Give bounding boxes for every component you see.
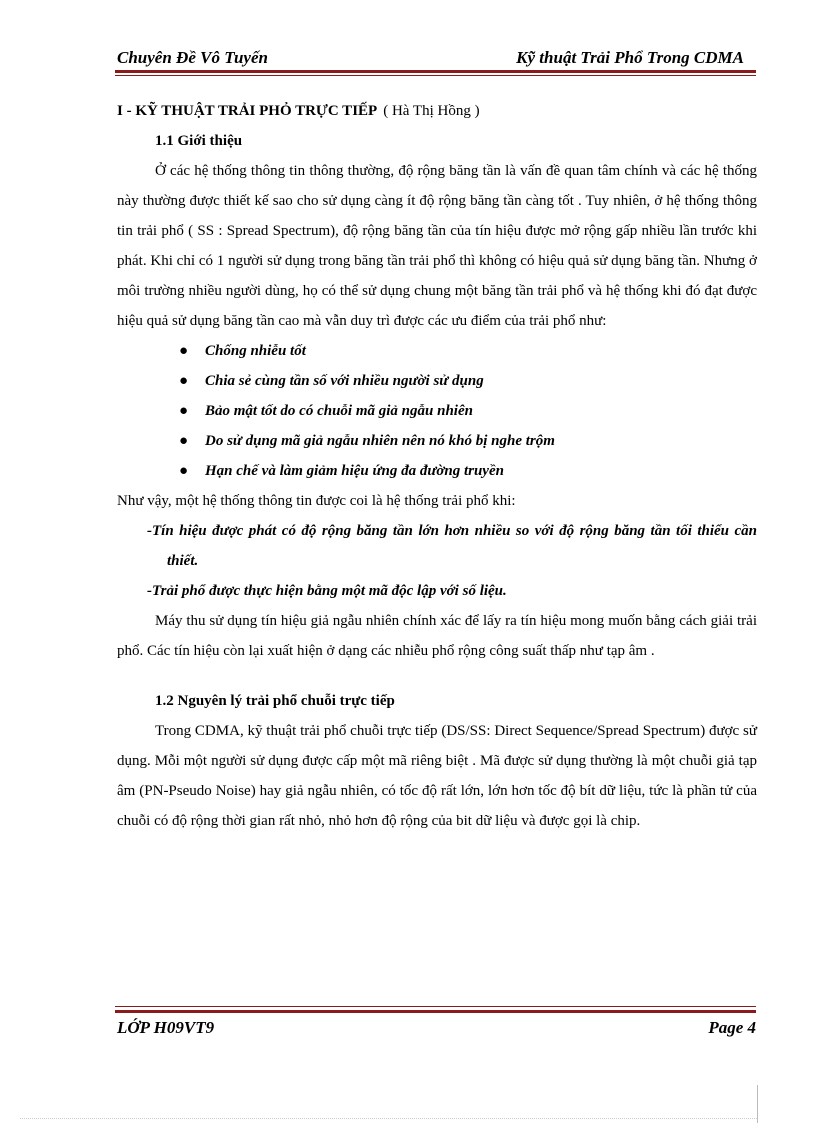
footer-rule-thin bbox=[115, 1006, 756, 1007]
header-course-title: Chuyên Đề Vô Tuyến bbox=[117, 48, 268, 67]
dsss-paragraph: Trong CDMA, kỹ thuật trải phổ chuỗi trực tiếp (DS/SS: Direct Sequence/Spread Spectrum) được sử dụng. Mỗi một người sử dụng được cấp một mã riêng biệt . Mã được sử dụng thường là một chuỗi giả tạp âm (PN-Pseudo Noise) hay giả ngẫu nhiên, có tốc độ rất lớn, lớn hơn tốc độ bít dữ liệu, tức là phần tử của chuỗi có độ rộng thời gian rất nhỏ, nhỏ hơn độ rộng của bit dữ liệu và được gọi là chip. bbox=[117, 723, 757, 829]
footer-rule bbox=[115, 1010, 756, 1013]
page-corner-mark bbox=[757, 1085, 758, 1123]
subsection-heading-1-2: 1.2 Nguyên lý trải phổ chuỗi trực tiếp bbox=[155, 693, 395, 709]
section-title-text: I - KỸ THUẬT TRẢI PHỎ TRỰC TIẾP bbox=[117, 103, 378, 119]
page-body bbox=[117, 96, 757, 836]
bullet-icon: ● bbox=[179, 403, 189, 419]
bullet-icon: ● bbox=[179, 433, 189, 449]
header-rule-thin bbox=[115, 75, 756, 76]
list-item: ● Chia sẻ cùng tần số với nhiều người sử dụng bbox=[179, 366, 757, 396]
intro-paragraph: Ở các hệ thống thông tin thông thường, độ rộng băng tần là vấn đề quan tâm chính và các hệ thống này thường được thiết kế sao cho sử dụng càng ít độ rộng băng tần càng tốt . Tuy nhiên, ở hệ thống thông tin trải phổ ( SS : Spread Spectrum), độ rộng băng tần của tín hiệu được mở rộng gấp nhiều lần trước khi phát. Khi chỉ có 1 người sử dụng trong băng tần trải phổ thì không có hiệu quả sử dụng băng tần. Nhưng ở môi trường nhiều người dùng, họ có thể sử dụng chung một băng tần trải phổ và hệ thống khi đó đạt được hiệu quả sử dụng băng tần cao mà vẫn duy trì được các ưu điểm của trải phổ như: bbox=[117, 163, 757, 329]
advantages-list bbox=[117, 336, 757, 486]
section-author: ( Hà Thị Hồng ) bbox=[383, 103, 480, 119]
condition-1: -Tín hiệu được phát có độ rộng băng tần lớn hơn nhiều so với độ rộng băng tần tối thiểu cần thiết. bbox=[147, 523, 757, 569]
footer-class-code: LỚP H09VT9 bbox=[117, 1018, 215, 1037]
conclusion-line: Như vậy, một hệ thống thông tin được coi là hệ thống trải phổ khi: bbox=[117, 493, 516, 509]
list-item: ● Bảo mật tốt do có chuỗi mã giả ngẫu nhiên bbox=[179, 396, 757, 426]
header-rule bbox=[115, 70, 756, 73]
page-bottom-border bbox=[20, 1118, 757, 1119]
subsection-heading-1-1: 1.1 Giới thiệu bbox=[155, 133, 243, 149]
list-item: ● Chống nhiễu tốt bbox=[179, 336, 757, 366]
footer-page-number: Page 4 bbox=[708, 1018, 756, 1037]
bullet-icon: ● bbox=[179, 343, 189, 359]
receiver-paragraph: Máy thu sử dụng tín hiệu giả ngẫu nhiên chính xác để lấy ra tín hiệu mong muốn bằng cách giải trải phổ. Các tín hiệu còn lại xuất hiện ở dạng các nhiễu phổ rộng công suất thấp như tạp âm . bbox=[117, 613, 757, 659]
header-topic-title: Kỹ thuật Trải Phổ Trong CDMA bbox=[516, 48, 744, 67]
condition-2: -Trải phổ được thực hiện bằng một mã độc lập với số liệu. bbox=[147, 583, 507, 599]
list-item: ● Do sử dụng mã giả ngẫu nhiên nên nó khó bị nghe trộm bbox=[179, 426, 757, 456]
section-title bbox=[117, 96, 757, 126]
list-item: ● Hạn chế và làm giảm hiệu ứng đa đường truyền bbox=[179, 456, 757, 486]
bullet-icon: ● bbox=[179, 373, 189, 389]
bullet-icon: ● bbox=[179, 463, 189, 479]
